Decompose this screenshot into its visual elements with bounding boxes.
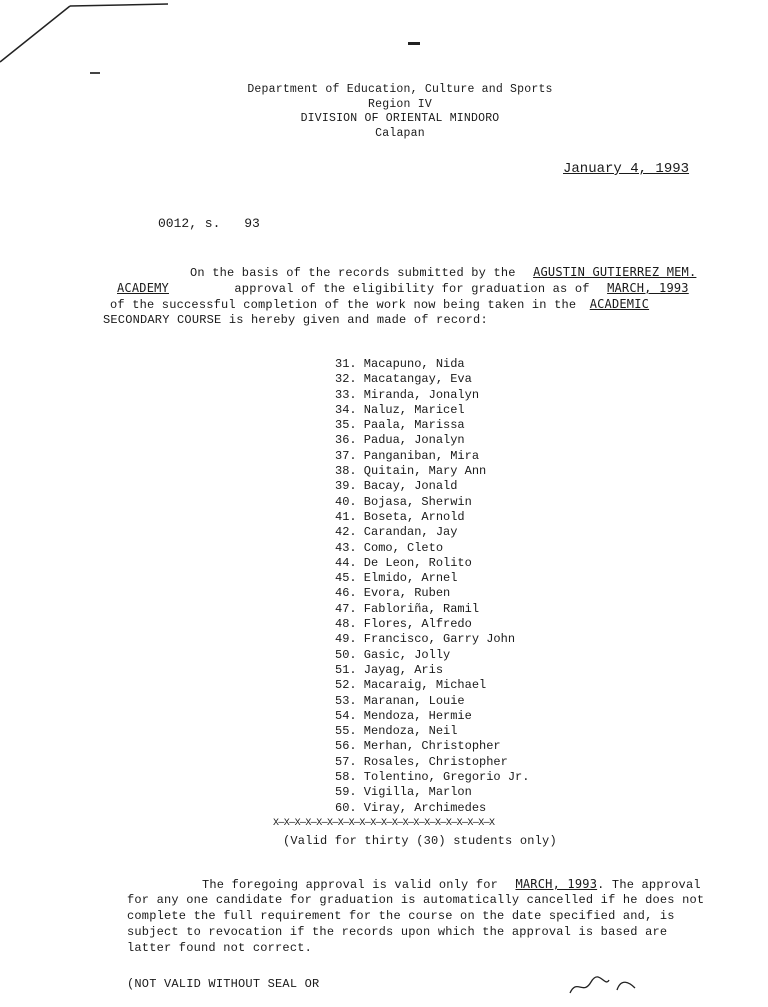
student-entry: 44. De Leon, Rolito bbox=[335, 555, 472, 570]
student-entry: 52. Macaraig, Michael bbox=[335, 678, 487, 693]
folded-corner-mark bbox=[0, 0, 170, 70]
student-list bbox=[335, 357, 529, 816]
body-line-2 bbox=[117, 281, 689, 296]
student-entry: 59. Vigilla, Marlon bbox=[335, 785, 472, 800]
body-text-1: On the basis of the records submitted by the bbox=[190, 266, 516, 280]
footer-text-1: The foregoing approval is valid only for bbox=[202, 878, 499, 892]
student-entry: 51. Jayag, Aris bbox=[335, 662, 444, 677]
student-entry: 58. Tolentino, Gregorio Jr. bbox=[335, 770, 530, 785]
student-entry: 57. Rosales, Christopher bbox=[335, 754, 508, 769]
student-entry: 42. Carandan, Jay bbox=[335, 525, 458, 540]
footer-line-2: for any one candidate for graduation is automatically cancelled if he does not bbox=[127, 893, 705, 907]
student-entry: 56. Merhan, Christopher bbox=[335, 739, 501, 754]
student-entry: 49. Francisco, Garry John bbox=[335, 632, 516, 647]
student-entry: 31. Macapuno, Nida bbox=[335, 357, 465, 371]
memo-number-value: 0012, s. bbox=[158, 216, 221, 231]
student-entry: 47. Fabloriña, Ramil bbox=[335, 601, 480, 616]
body-text-2: approval of the eligibility for graduation as of bbox=[234, 282, 590, 296]
student-entry: 43. Como, Cleto bbox=[335, 540, 444, 555]
graduation-date: MARCH, 1993 bbox=[607, 281, 689, 295]
validity-note: (Valid for thirty (30) students only) bbox=[283, 834, 557, 848]
document-date: January 4, 1993 bbox=[563, 161, 690, 177]
student-entry: 48. Flores, Alfredo bbox=[335, 617, 472, 632]
student-entry: 50. Gasic, Jolly bbox=[335, 647, 451, 662]
student-entry: 32. Macatangay, Eva bbox=[335, 372, 472, 387]
body-line-4: SECONDARY COURSE is hereby given and made of record: bbox=[103, 313, 488, 327]
student-entry: 37. Panganiban, Mira bbox=[335, 448, 480, 463]
student-entry: 34. Naluz, Maricel bbox=[335, 402, 465, 417]
footer-line-3: complete the full requirement for the course on the date specified and, is bbox=[127, 909, 675, 923]
student-entry: 38. Quitain, Mary Ann bbox=[335, 464, 487, 479]
memo-year: 93 bbox=[244, 216, 260, 231]
school-name: AGUSTIN GUTIERREZ MEM. bbox=[533, 265, 697, 279]
footer-text-1b: . The approval bbox=[597, 878, 701, 892]
student-entry: 35. Paala, Marissa bbox=[335, 418, 465, 433]
body-text-3: of the successful completion of the work now being taken in the bbox=[110, 298, 577, 312]
header-region: Region IV bbox=[368, 98, 432, 111]
header-department: Department of Education, Culture and Sports bbox=[247, 83, 553, 96]
student-entry: 41. Boseta, Arnold bbox=[335, 509, 465, 524]
student-entry: 40. Bojasa, Sherwin bbox=[335, 494, 472, 509]
student-entry: 53. Maranan, Louie bbox=[335, 693, 465, 708]
student-entry: 39. Bacay, Jonald bbox=[335, 479, 458, 494]
student-entry: 45. Elmido, Arnel bbox=[335, 571, 458, 586]
student-entry: 33. Miranda, Jonalyn bbox=[335, 387, 480, 402]
memo-number bbox=[158, 216, 260, 231]
student-entry: 46. Evora, Ruben bbox=[335, 586, 451, 601]
footer-date: MARCH, 1993 bbox=[515, 877, 598, 891]
footer-line-4: subject to revocation if the records upon which the approval is based are bbox=[127, 925, 668, 939]
student-entry: 36. Padua, Jonalyn bbox=[335, 433, 465, 448]
separator-line: X—X—X—X—X—X—X—X—X—X—X—X—X—X—X—X—X—X—X—X—X bbox=[273, 818, 495, 829]
student-entry: 60. Viray, Archimedes bbox=[335, 800, 487, 815]
ink-mark bbox=[408, 42, 420, 45]
school-name-cont: ACADEMY bbox=[117, 281, 169, 295]
course-name: ACADEMIC bbox=[589, 297, 650, 311]
header-division: DIVISION OF ORIENTAL MINDORO bbox=[300, 112, 500, 125]
student-entry: 54. Mendoza, Hermie bbox=[335, 708, 472, 723]
body-line-1 bbox=[190, 265, 696, 280]
student-entry: 55. Mendoza, Neil bbox=[335, 724, 458, 739]
body-line-3 bbox=[110, 297, 649, 312]
ink-mark-left bbox=[90, 72, 100, 74]
signature-mark bbox=[565, 968, 645, 998]
header-city: Calapan bbox=[375, 127, 425, 140]
seal-note: (NOT VALID WITHOUT SEAL OR bbox=[127, 977, 320, 991]
footer-line-1 bbox=[202, 877, 701, 892]
footer-line-5: latter found not correct. bbox=[127, 941, 313, 955]
